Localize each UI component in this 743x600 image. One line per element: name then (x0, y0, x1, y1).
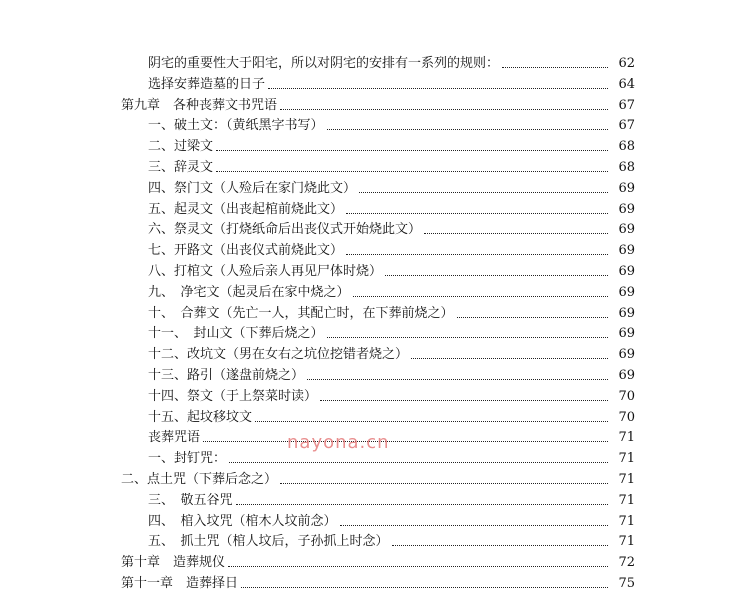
toc-dot-leader (228, 566, 608, 567)
toc-entry[interactable] (0, 324, 743, 345)
toc-dot-leader (280, 483, 608, 484)
toc-page-number: 75 (611, 574, 635, 595)
toc-page-number: 71 (611, 532, 635, 553)
toc-page-number: 67 (611, 116, 635, 137)
toc-entry-title: 丧葬咒语 (148, 428, 201, 449)
toc-entry[interactable] (0, 179, 743, 200)
toc-entry-title: 七、开路文（出丧仪式前烧此文） (148, 241, 344, 262)
toc-dot-leader (216, 150, 608, 151)
toc-page-number: 67 (611, 96, 635, 117)
toc-dot-leader (327, 337, 608, 338)
toc-page-number: 64 (611, 75, 635, 96)
toc-entry-title: 三、辞灵文 (148, 158, 214, 179)
toc-entry[interactable] (0, 116, 743, 137)
toc-entry-title: 五、 抓土咒（棺人坟后，子孙抓上时念） (148, 532, 390, 553)
toc-dot-leader (320, 400, 608, 401)
toc-dot-leader (502, 67, 608, 68)
toc-entry[interactable] (0, 553, 743, 574)
toc-entry-title: 四、 棺入坟咒（棺木人坟前念） (148, 512, 338, 533)
toc-page-number: 72 (611, 553, 635, 574)
toc-entry[interactable] (0, 366, 743, 387)
toc-dot-leader (392, 545, 608, 546)
toc-dot-leader (340, 525, 608, 526)
toc-entry[interactable] (0, 96, 743, 117)
toc-entry-title: 二、点土咒（下葬后念之） (121, 470, 278, 491)
toc-entry-title: 二、过梁文 (148, 137, 214, 158)
toc-page-number: 71 (611, 470, 635, 491)
toc-dot-leader (346, 254, 608, 255)
toc-page-number: 62 (611, 54, 635, 75)
toc-entry-title: 九、 净宅文（起灵后在家中烧之） (148, 283, 351, 304)
toc-entry-title: 六、祭灵文（打烧纸命后出丧仪式开始烧此文） (148, 220, 422, 241)
toc-page-number: 69 (611, 241, 635, 262)
toc-entry-title: 十五、起坟移坟文 (148, 408, 253, 429)
toc-dot-leader (424, 233, 608, 234)
toc-page-number: 69 (611, 220, 635, 241)
toc-entry[interactable] (0, 241, 743, 262)
toc-page-number: 70 (611, 387, 635, 408)
toc-dot-leader (411, 358, 608, 359)
toc-dot-leader (255, 421, 608, 422)
toc-dot-leader (268, 88, 608, 89)
toc-dot-leader (229, 462, 608, 463)
toc-entry[interactable] (0, 532, 743, 553)
toc-entry-title: 十、 合葬文（先亡一人，其配亡时，在下葬前烧之） (148, 304, 455, 325)
toc-page-number: 68 (611, 137, 635, 158)
toc-entry-title: 第十章 造葬规仪 (121, 553, 226, 574)
toc-entry-title: 三、 敬五谷咒 (148, 491, 234, 512)
toc-entry-title: 一、破土文：（黄纸黑字书写） (148, 116, 325, 137)
toc-entry[interactable] (0, 283, 743, 304)
toc-page-number: 70 (611, 408, 635, 429)
toc-entry[interactable] (0, 491, 743, 512)
toc-entry-title: 五、起灵文（出丧起棺前烧此文） (148, 200, 344, 221)
toc-entry-title: 四、祭门文（人殓后在家门烧此文） (148, 179, 357, 200)
toc-entry-title: 十二、改坑文（男在女右之坑位挖错者烧之） (148, 345, 409, 366)
toc-entry[interactable] (0, 304, 743, 325)
toc-entry[interactable] (0, 408, 743, 429)
toc-dot-leader (346, 213, 608, 214)
toc-dot-leader (216, 171, 608, 172)
toc-entry[interactable] (0, 158, 743, 179)
table-of-contents (0, 54, 743, 595)
toc-entry-title: 八、打棺文（人殓后亲人再见尸体时烧） (148, 262, 383, 283)
toc-entry[interactable] (0, 574, 743, 595)
toc-dot-leader (353, 296, 608, 297)
toc-dot-leader (280, 109, 608, 110)
toc-entry[interactable] (0, 75, 743, 96)
toc-page-number: 69 (611, 304, 635, 325)
toc-entry[interactable] (0, 470, 743, 491)
toc-entry-title: 第九章 各种丧葬文书咒语 (121, 96, 278, 117)
toc-entry-title: 选择安葬造墓的日子 (148, 75, 266, 96)
toc-entry[interactable] (0, 220, 743, 241)
toc-entry-title: 阴宅的重要性大于阳宅，所以对阴宅的安排有一系列的规则： (148, 54, 500, 75)
toc-page-number: 71 (611, 491, 635, 512)
toc-entry[interactable] (0, 512, 743, 533)
toc-entry[interactable] (0, 387, 743, 408)
toc-dot-leader (385, 275, 608, 276)
toc-dot-leader (307, 379, 608, 380)
watermark-text: nayona.cn (287, 432, 390, 453)
toc-entry[interactable] (0, 345, 743, 366)
toc-page-number: 69 (611, 262, 635, 283)
toc-dot-leader (457, 317, 608, 318)
toc-entry[interactable] (0, 200, 743, 221)
toc-page-number: 71 (611, 512, 635, 533)
toc-entry-title: 十四、祭文（于上祭菜时读） (148, 387, 318, 408)
toc-dot-leader (203, 441, 608, 442)
toc-page-number: 68 (611, 158, 635, 179)
toc-page-number: 71 (611, 428, 635, 449)
toc-entry[interactable] (0, 137, 743, 158)
toc-page-number: 69 (611, 345, 635, 366)
toc-dot-leader (241, 587, 608, 588)
toc-page-number: 71 (611, 449, 635, 470)
toc-page-number: 69 (611, 179, 635, 200)
toc-page-number: 69 (611, 200, 635, 221)
toc-dot-leader (359, 192, 608, 193)
toc-page-number: 69 (611, 324, 635, 345)
toc-dot-leader (236, 504, 608, 505)
toc-page-number: 69 (611, 366, 635, 387)
toc-entry[interactable] (0, 54, 743, 75)
toc-entry-title: 十三、路引（遂盘前烧之） (148, 366, 305, 387)
toc-page-number: 69 (611, 283, 635, 304)
toc-entry-title: 第十一章 造葬择日 (121, 574, 239, 595)
toc-entry[interactable] (0, 262, 743, 283)
toc-entry-title: 十一、 封山文（下葬后烧之） (148, 324, 325, 345)
toc-entry-title: 一、封钉咒： (148, 449, 227, 470)
toc-dot-leader (327, 129, 608, 130)
